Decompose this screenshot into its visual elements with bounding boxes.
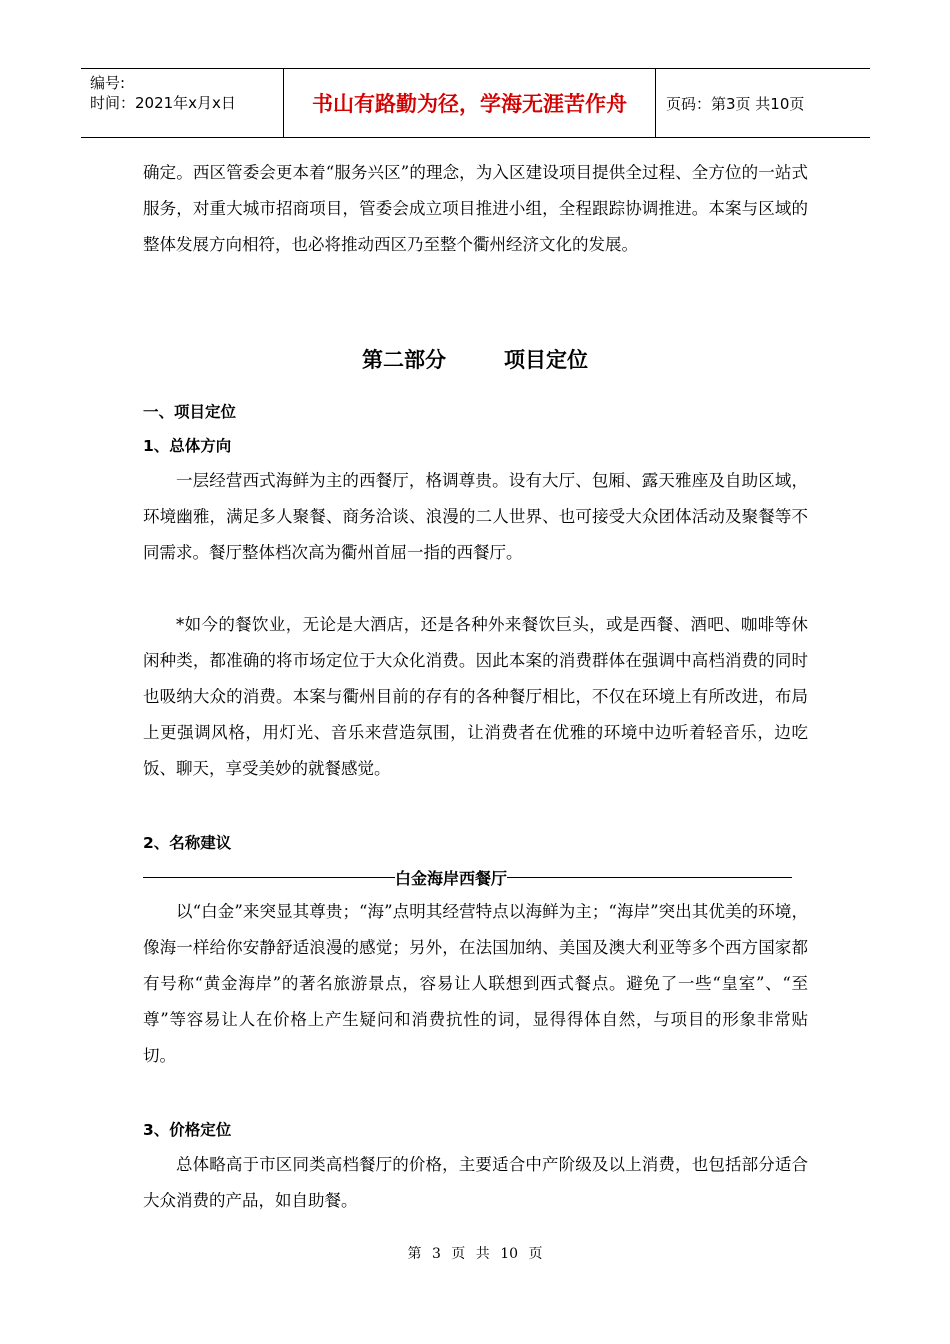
subsection-heading-name: 2、名称建议 — [143, 834, 232, 852]
direction-paragraph-1: 一层经营西式海鲜为主的西餐厅，格调尊贵。设有大厅、包厢、露天雅座及自助区域，环境幽雅，满足多人聚餐、商务洽谈、浪漫的二人世界、也可接受大众团体活动及聚餐等不同需求。餐厅整体档次高为衢州首屈一指的西餐厅。 — [143, 471, 808, 562]
section-price — [143, 1113, 808, 1219]
price-paragraph: 总体略高于市区同类高档餐厅的价格，主要适合中产阶级及以上消费，也包括部分适合大众消费的产品，如自助餐。 — [143, 1155, 808, 1210]
header-page-info: 页码：第3页 共10页 — [666, 94, 805, 113]
page-header — [81, 68, 870, 138]
section-name — [143, 826, 808, 1074]
name-paragraph: 以“白金”来突显其尊贵；“海”点明其经营特点以海鲜为主；“海岸”突出其优美的环境，像海一样给你安静舒适浪漫的感觉；另外，在法国加纳、美国及澳大利亚等多个西方国家都有号称“黄金海岸”的著名旅游景点，容易让人联想到西式餐点。避免了一些“皇室”、“至尊”等容易让人在价格上产生疑问和消费抗性的词，显得得体自然，与项目的形象非常贴切。 — [143, 902, 808, 1065]
header-meta — [81, 69, 283, 137]
header-motto: 书山有路勤为径，学海无涯苦作舟 — [283, 69, 656, 137]
name-suggestion-line — [143, 860, 808, 894]
page-footer: 第 3 页 共 10 页 — [407, 1246, 543, 1262]
section-heading: 一、项目定位 — [143, 403, 237, 421]
dash-right — [507, 877, 792, 878]
subsection-heading-direction: 1、总体方向 — [143, 437, 232, 455]
restaurant-name: 白金海岸西餐厅 — [395, 868, 508, 888]
number-label: 编号: — [90, 74, 126, 92]
subsection-heading-price: 3、价格定位 — [143, 1121, 232, 1139]
part-title-number: 第二部分 — [362, 348, 446, 372]
part-title — [0, 344, 950, 374]
intro-block — [143, 155, 808, 263]
section-positioning — [143, 395, 808, 787]
direction-paragraph-2: *如今的餐饮业，无论是大酒店，还是各种外来餐饮巨头，或是西餐、酒吧、咖啡等休闲种类，都准确的将市场定位于大众化消费。因此本案的消费群体在强调中高档消费的同时也吸纳大众的消费。本案与衢州目前的存有的各种餐厅相比，不仅在环境上有所改进，布局上更强调风格，用灯光、音乐来营造氛围，让消费者在优雅的环境中边听着轻音乐，边吃饭、聊天，享受美妙的就餐感觉。 — [143, 615, 808, 778]
time-label: 时间：2021年x月x日 — [90, 94, 236, 112]
intro-paragraph: 确定。西区管委会更本着“服务兴区”的理念，为入区建设项目提供全过程、全方位的一站式服务，对重大城市招商项目，管委会成立项目推进小组，全程跟踪协调推进。本案与区域的整体发展方向相符，也必将推动西区乃至整个衢州经济文化的发展。 — [143, 163, 808, 254]
dash-left — [143, 877, 395, 878]
part-title-text: 项目定位 — [504, 348, 588, 372]
